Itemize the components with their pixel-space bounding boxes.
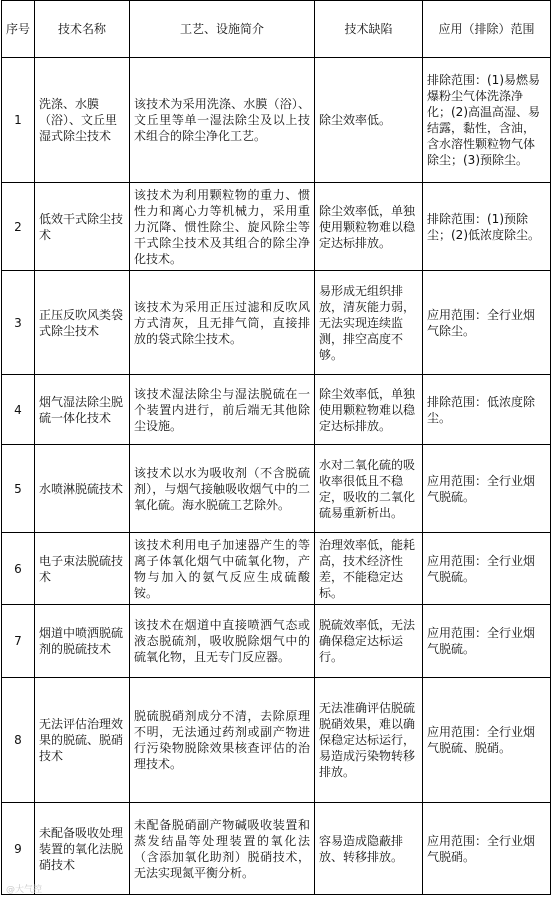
row-index: 5 (2, 445, 35, 533)
tech-defect-cell: 易形成无组织排放，清灰能力弱，无法实现连续监测，排空高度不够。 (315, 271, 423, 375)
application-scope-cell: 应用范围：全行业烟气脱硫。 (423, 445, 551, 533)
tech-defect-cell: 脱硫效率低，无法确保稳定达标运行。 (315, 605, 423, 678)
header-row (2, 1, 551, 58)
watermark: @大气控 (6, 885, 43, 895)
tech-defect-cell: 水对二氧化硫的吸收率很低且不稳定，吸收的二氧化硫易重新析出。 (315, 445, 423, 533)
row-index: 1 (2, 58, 35, 183)
row-index: 4 (2, 375, 35, 445)
process-intro-cell: 该技术在烟道中直接喷洒气态或液态脱硫剂，吸收脱除烟气中的硫氧化物，且无专门反应器。 (130, 605, 315, 678)
application-scope-cell: 应用范围：全行业烟气除尘。 (423, 271, 551, 375)
header-process-intro: 工艺、设施简介 (130, 1, 315, 58)
table-row (2, 58, 551, 183)
table-row (2, 533, 551, 605)
tech-defect-cell: 除尘效率低，单独使用颗粒物难以稳定达标排放。 (315, 375, 423, 445)
application-scope-cell: 应用范围：全行业烟气脱硝。 (423, 803, 551, 895)
application-scope-cell: 排除范围：(1)预除尘；(2)低浓度除尘。 (423, 183, 551, 271)
tech-name-cell: 烟气湿法除尘脱硫一体化技术 (35, 375, 130, 445)
application-scope-cell: 排除范围：低浓度除尘。 (423, 375, 551, 445)
table-row (2, 183, 551, 271)
process-intro-cell: 脱硫脱硝剂成分不清，去除原理不明，无法通过药剂或副产物进行污染物脱除效果核查评估的治理技术。 (130, 678, 315, 803)
table-row (2, 678, 551, 803)
tech-name-cell: 水喷淋脱硫技术 (35, 445, 130, 533)
header-tech-defect: 技术缺陷 (315, 1, 423, 58)
table-row (2, 445, 551, 533)
tech-name-cell: 正压反吹风类袋式除尘技术 (35, 271, 130, 375)
header-tech-name: 技术名称 (35, 1, 130, 58)
row-index: 2 (2, 183, 35, 271)
table-row (2, 271, 551, 375)
tech-defect-cell: 容易造成隐蔽排放、转移排放。 (315, 803, 423, 895)
application-scope-cell: 应用范围：全行业烟气脱硫。 (423, 533, 551, 605)
tech-defect-cell: 除尘效率低，单独使用颗粒物难以稳定达标排放。 (315, 183, 423, 271)
row-index: 9 (2, 803, 35, 895)
header-application-scope: 应用（排除）范围 (423, 1, 551, 58)
tech-name-cell: 未配备吸收处理装置的氧化法脱硝技术 (35, 803, 130, 895)
process-intro-cell: 该技术为采用洗涤、水膜（浴）、文丘里等单一湿法除尘及以上技术组合的除尘净化工艺。 (130, 58, 315, 183)
tech-defect-cell: 无法准确评估脱硫脱硝效果，难以确保稳定达标运行，易造成污染物转移排放。 (315, 678, 423, 803)
tech-defect-cell: 除尘效率低。 (315, 58, 423, 183)
header-index: 序号 (2, 1, 35, 58)
row-index: 8 (2, 678, 35, 803)
process-intro-cell: 该技术为采用正压过滤和反吹风方式清灰，且无排气筒，直接排放的袋式除尘技术。 (130, 271, 315, 375)
tech-name-cell: 洗涤、水膜（浴）、文丘里湿式除尘技术 (35, 58, 130, 183)
process-intro-cell: 该技术为利用颗粒物的重力、惯性力和离心力等机械力，采用重力沉降、惯性除尘、旋风除尘等干式除尘技术及其组合的除尘净化技术。 (130, 183, 315, 271)
process-intro-cell: 未配备脱硝副产物碱吸收装置和蒸发结晶等处理装置的氧化法（含添加氧化助剂）脱硝技术，无法实现氮平衡分析。 (130, 803, 315, 895)
application-scope-cell: 应用范围：全行业烟气脱硫、脱硝。 (423, 678, 551, 803)
process-intro-cell: 该技术以水为吸收剂（不含脱硫剂），与烟气接触吸收烟气中的二氧化硫。海水脱硫工艺除外。 (130, 445, 315, 533)
tech-name-cell: 电子束法脱硫技术 (35, 533, 130, 605)
process-intro-cell: 该技术利用电子加速器产生的等离子体氧化烟气中硫氧化物，产物与加入的氨气反应生成硫酸铵。 (130, 533, 315, 605)
row-index: 7 (2, 605, 35, 678)
tech-name-cell: 烟道中喷洒脱硫剂的脱硫技术 (35, 605, 130, 678)
application-scope-cell: 排除范围：(1)易燃易爆粉尘气体洗涤净化；(2)高温高湿、易结露，黏性，含油，含水溶性颗粒物气体除尘；(3)预除尘。 (423, 58, 551, 183)
table-row (2, 375, 551, 445)
application-scope-cell: 应用范围：全行业烟气脱硫。 (423, 605, 551, 678)
process-intro-cell: 该技术湿法除尘与湿法脱硫在一个装置内进行，前后端无其他除尘设施。 (130, 375, 315, 445)
row-index: 3 (2, 271, 35, 375)
row-index: 6 (2, 533, 35, 605)
technology-table (1, 0, 551, 895)
table-row (2, 605, 551, 678)
table-row (2, 803, 551, 895)
tech-defect-cell: 治理效率低，能耗高，技术经济性差，不能稳定达标。 (315, 533, 423, 605)
tech-name-cell: 低效干式除尘技术 (35, 183, 130, 271)
tech-name-cell: 无法评估治理效果的脱硫、脱硝技术 (35, 678, 130, 803)
